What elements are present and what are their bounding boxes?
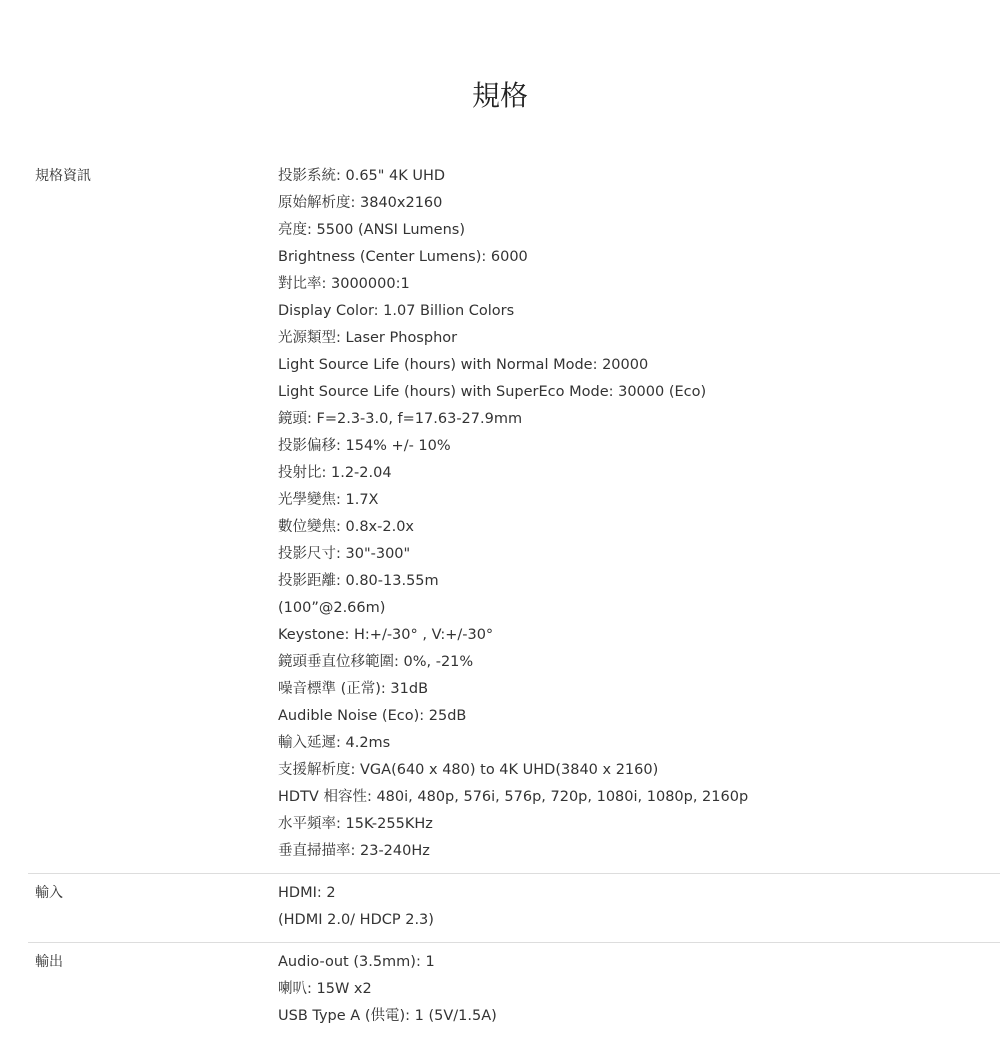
section-label: 規格資訊 [35,168,91,184]
spec-value-list [278,880,434,934]
spec-value: (HDMI 2.0/ HDCP 2.3) [278,912,434,928]
spec-value: Audible Noise (Eco): 25dB [278,708,467,724]
spec-value: Light Source Life (hours) with Normal Mode: 20000 [278,357,649,373]
spec-value: Audio-out (3.5mm): 1 [278,954,435,970]
spec-value: 投影尺寸: 30"-300" [278,546,411,562]
spec-value: 噪音標準 (正常): 31dB [278,681,429,697]
spec-value: 對比率: 3000000:1 [278,276,410,292]
spec-value-list [278,949,497,1030]
spec-value: 支援解析度: VGA(640 x 480) to 4K UHD(3840 x 2160) [278,762,659,778]
spec-value: USB Type A (供電): 1 (5V/1.5A) [278,1008,497,1024]
spec-value: HDMI: 2 [278,885,336,901]
section-label: 輸入 [35,885,63,901]
spec-value: 投影系統: 0.65" 4K UHD [278,168,446,184]
spec-value: Display Color: 1.07 Billion Colors [278,303,515,319]
spec-value: 投影距離: 0.80-13.55m [278,573,439,589]
spec-value: 原始解析度: 3840x2160 [278,195,443,211]
spec-value: 水平頻率: 15K-255KHz [278,816,433,832]
spec-value: 光學變焦: 1.7X [278,492,379,508]
spec-value: Keystone: H:+/-30° , V:+/-30° [278,627,494,643]
spec-value: 鏡頭: F=2.3-3.0, f=17.63-27.9mm [278,411,523,427]
spec-value: 亮度: 5500 (ANSI Lumens) [278,222,465,238]
spec-value: 輸入延遲: 4.2ms [278,735,391,751]
spec-value: 光源類型: Laser Phosphor [278,330,458,346]
section-divider [28,942,1000,943]
spec-value: 喇叭: 15W x2 [278,981,372,997]
spec-value: 垂直掃描率: 23-240Hz [278,843,430,859]
page-title: 規格 [471,79,528,112]
spec-value: Light Source Life (hours) with SuperEco Mode: 30000 (Eco) [278,384,707,400]
spec-value: HDTV 相容性: 480i, 480p, 576i, 576p, 720p, 1080i, 1080p, 2160p [278,789,749,805]
section-label: 輸出 [35,954,63,970]
section-divider [28,873,1000,874]
spec-value: 鏡頭垂直位移範圍: 0%, -21% [278,654,474,670]
spec-value: 投影偏移: 154% +/- 10% [278,438,451,454]
spec-value: (100”@2.66m) [278,600,386,616]
spec-value: 投射比: 1.2-2.04 [278,465,392,481]
spec-value-list [278,163,748,865]
spec-value: Brightness (Center Lumens): 6000 [278,249,528,265]
spec-value: 數位變焦: 0.8x-2.0x [278,519,415,535]
